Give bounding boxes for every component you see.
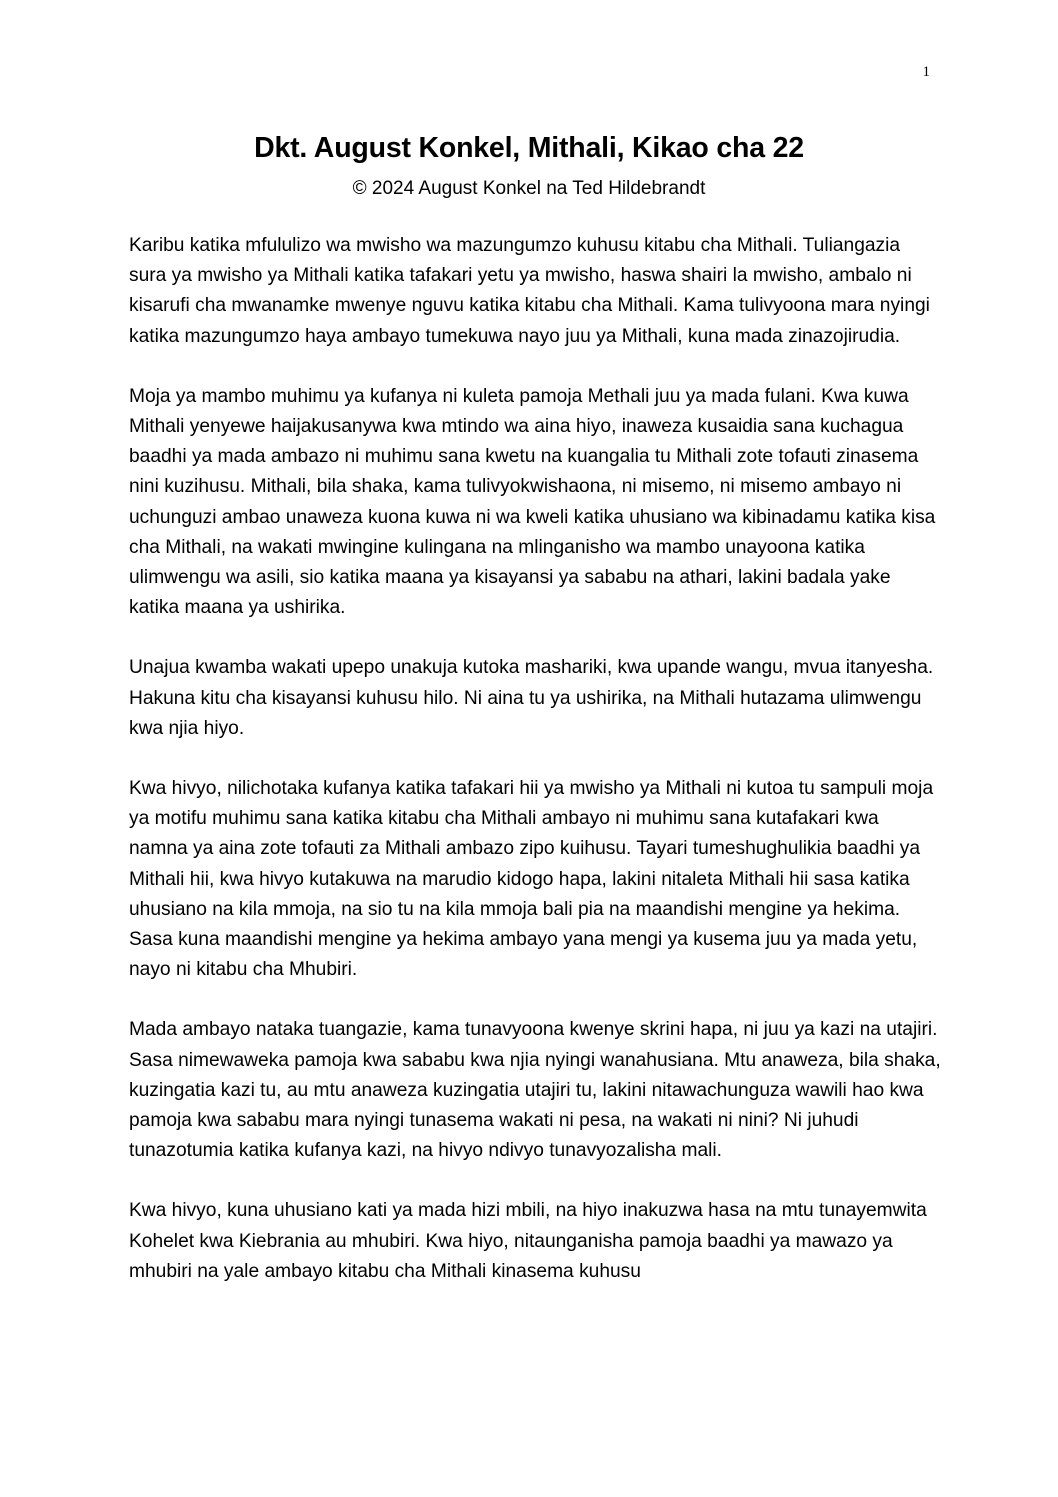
paragraph: Moja ya mambo muhimu ya kufanya ni kuleta pamoja Methali juu ya mada fulani. Kwa kuwa Mithali yenyewe haijakusanywa kwa mtindo wa aina hiyo, inaweza kusaidia sana kuchagua baadhi ya mada ambazo ni muhimu sana kwetu na kuangalia tu Mithali zote tofauti zinasema nini kuzihusu. Mithali, bila shaka, kama tulivyokwishaona, ni misemo, ni misemo ambayo ni uchunguzi ambao unaweza kuona kuwa ni wa kweli katika uhusiano wa kibinadamu katika kisa cha Mithali, na wakati mwingine kulingana na mlinganisho wa mambo unayoona katika ulimwengu wa asili, sio katika maana ya kisayansi ya sababu na athari, lakini badala yake katika maana ya ushirika.: [129, 385, 936, 619]
paragraph: Kwa hivyo, nilichotaka kufanya katika tafakari hii ya mwisho ya Mithali ni kutoa tu sampuli moja ya motifu muhimu sana katika kitabu cha Mithali ambayo ni muhimu sana kutafakari kwa namna ya aina zote tofauti za Mithali ambazo zipo kuihusu. Tayari tumeshughulikia baadhi ya Mithali hii, kwa hivyo kutakuwa na marudio kidogo hapa, lakini nitaleta Mithali hii sasa katika uhusiano na kila mmoja, na sio tu na kila mmoja bali pia na maandishi mengine ya hekima. Sasa kuna maandishi mengine ya hekima ambayo yana mengi ya kusema juu ya mada yetu, nayo ni kitabu cha Mhubiri.: [129, 778, 934, 981]
paragraph: Unajua kwamba wakati upepo unakuja kutoka mashariki, kwa upande wangu, mvua itanyesha. Hakuna kitu cha kisayansi kuhusu hilo. Ni aina tu ya ushirika, na Mithali hutazama ulimwengu kwa njia hiyo.: [129, 657, 934, 739]
paragraph: Kwa hivyo, kuna uhusiano kati ya mada hizi mbili, na hiyo inakuzwa hasa na mtu tunayemwita Kohelet kwa Kiebrania au mhubiri. Kwa hiyo, nitaunganisha pamoja baadhi ya mawazo ya mhubiri na yale ambayo kitabu cha Mithali kinasema kuhusu: [129, 1200, 927, 1282]
document-title: Dkt. August Konkel, Mithali, Kikao cha 22: [254, 132, 804, 164]
body-text: [129, 231, 941, 1317]
copyright-line: © 2024 August Konkel na Ted Hildebrandt: [352, 178, 706, 199]
paragraph: Mada ambayo nataka tuangazie, kama tunavyoona kwenye skrini hapa, ni juu ya kazi na utajiri. Sasa nimewaweka pamoja kwa sababu kwa njia nyingi wanahusiana. Mtu anaweza, bila shaka, kuzingatia kazi tu, au mtu anaweza kuzingatia utajiri tu, lakini nitawachunguza wawili hao kwa pamoja kwa sababu mara nyingi tunasema wakati ni pesa, na wakati ni nini? Ni juhudi tunazotumia katika kufanya kazi, na hivyo ndivyo tunavyozalisha mali.: [129, 1019, 941, 1162]
page-number: 1: [922, 64, 930, 80]
paragraph: Karibu katika mfululizo wa mwisho wa mazungumzo kuhusu kitabu cha Mithali. Tuliangazia sura ya mwisho ya Mithali katika tafakari yetu ya mwisho, haswa shairi la mwisho, ambalo ni kisarufi cha mwanamke mwenye nguvu katika kitabu cha Mithali. Kama tulivyoona mara nyingi katika mazungumzo haya ambayo tumekuwa nayo juu ya Mithali, kuna mada zinazojirudia.: [129, 235, 930, 347]
